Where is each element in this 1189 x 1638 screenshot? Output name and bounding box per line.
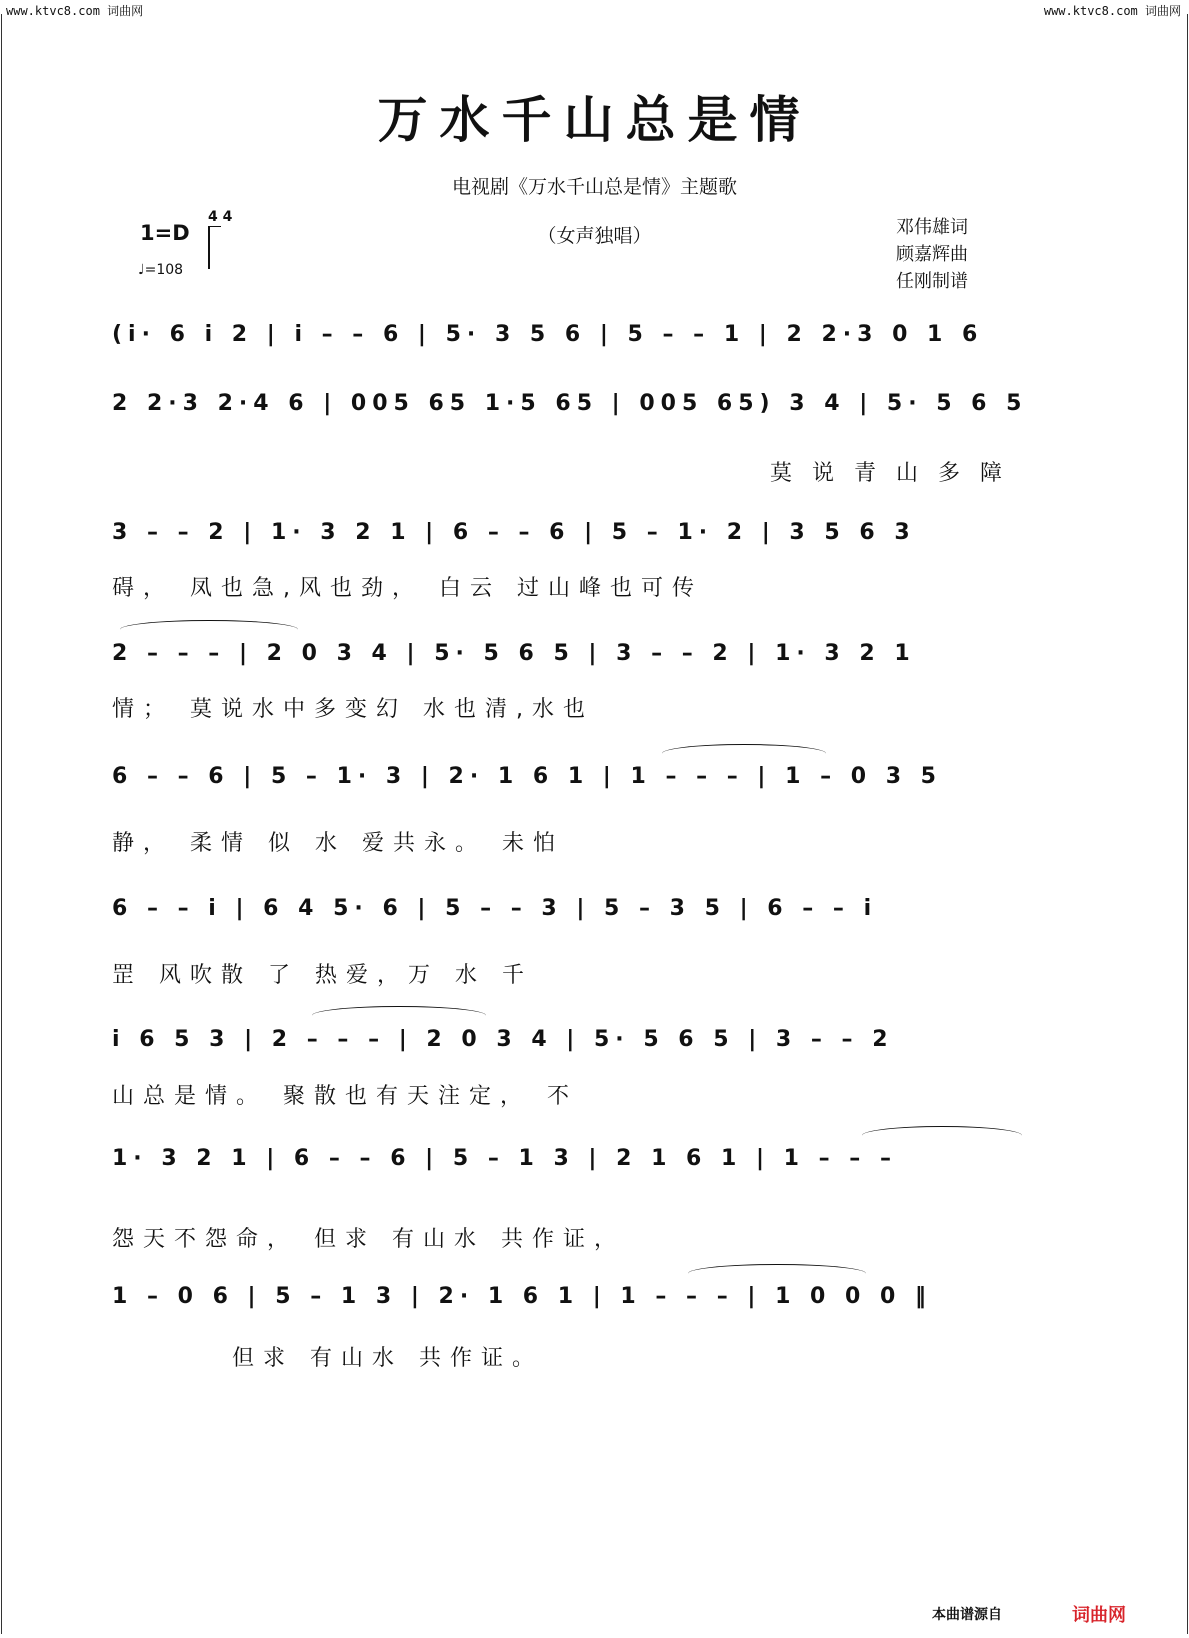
site-logo[interactable]: 词曲网 [1072, 1605, 1126, 1626]
site-url-left[interactable]: www.ktvc8.com 词曲网 [6, 4, 144, 18]
key-signature: 1=D [140, 221, 190, 245]
lyric-line-9: 但求 有山水 共作证。 [232, 1346, 543, 1371]
source-note: 本曲谱源自 [932, 1607, 1002, 1623]
score-line-3: 3 – – 2 | 1· 3 2 1 | 6 – – 6 | 5 – 1· 2 | 3 5 6 3 [112, 520, 916, 545]
score-line-8: 1· 3 2 1 | 6 – – 6 | 5 – 1 3 | 2 1 6 1 | 1 – – – [112, 1146, 897, 1171]
score-line-7: i 6 5 3 | 2 – – – | 2 0 3 4 | 5· 5 6 5 | 3 – – 2 [112, 1027, 894, 1052]
score-line-6: 6 – – i | 6 4 5· 6 | 5 – – 3 | 5 – 3 5 | 6 – – i [112, 896, 878, 921]
song-title: 万水千山总是情 [377, 90, 812, 149]
lyric-line-4: 情； 莫说水中多变幻 水也清,水也 [112, 697, 594, 722]
credits [896, 214, 968, 295]
score-line-5: 6 – – 6 | 5 – 1· 3 | 2· 1 6 1 | 1 – – – | 1 – 0 3 5 [112, 764, 942, 789]
transcriber-credit: 任刚制谱 [896, 271, 968, 292]
time-signature-bottom: 4 [222, 209, 233, 225]
tie-line-7 [312, 1006, 486, 1025]
lyric-line-6: 罡 风吹散 了 热爱，万 水 千 [112, 963, 533, 988]
page-border-right [1187, 14, 1188, 1634]
tie-line-4 [120, 620, 298, 639]
lyric-line-3: 碍， 凤也急,风也劲， 白云 过山峰也可传 [112, 576, 703, 601]
score-line-1: (i· 6 i 2 | i – – 6 | 5· 3 5 6 | 5 – – 1 | 2 2·3 0 1 6 [112, 322, 984, 347]
lyric-line-8: 怨天不怨命， 但求 有山水 共作证， [112, 1227, 625, 1252]
lyric-line-7: 山总是情。 聚散也有天注定， 不 [112, 1084, 578, 1109]
lyric-line-5: 静， 柔情 似 水 爱共永。 未怕 [112, 831, 564, 856]
score-line-9: 1 – 0 6 | 5 – 1 3 | 2· 1 6 1 | 1 – – – | 1 0 0 0 ‖ [112, 1284, 932, 1309]
score-line-4: 2 – – – | 2 0 3 4 | 5· 5 6 5 | 3 – – 2 | 1· 3 2 1 [112, 641, 916, 666]
composer-credit: 顾嘉辉曲 [896, 244, 968, 265]
tempo-marking: ♩=108 [138, 262, 184, 278]
lyric-line-2: 莫说青山多障 [770, 461, 1023, 486]
tie-line-8 [862, 1126, 1022, 1145]
page-border-left [1, 14, 2, 1634]
site-url-right[interactable]: www.ktvc8.com 词曲网 [1043, 4, 1181, 18]
time-signature-top: 4 [208, 209, 218, 225]
score-line-2: 2 2·3 2·4 6 | 005 65 1·5 65 | 005 65) 3 4 | 5· 5 6 5 [112, 391, 1028, 416]
song-subtitle: 电视剧《万水千山总是情》主题歌 [451, 176, 737, 198]
tie-line-9 [688, 1264, 866, 1283]
time-signature [208, 210, 232, 224]
tie-line-5 [662, 744, 826, 763]
lyricist-credit: 邓伟雄词 [896, 217, 968, 238]
singer-note: （女声独唱） [537, 225, 652, 247]
